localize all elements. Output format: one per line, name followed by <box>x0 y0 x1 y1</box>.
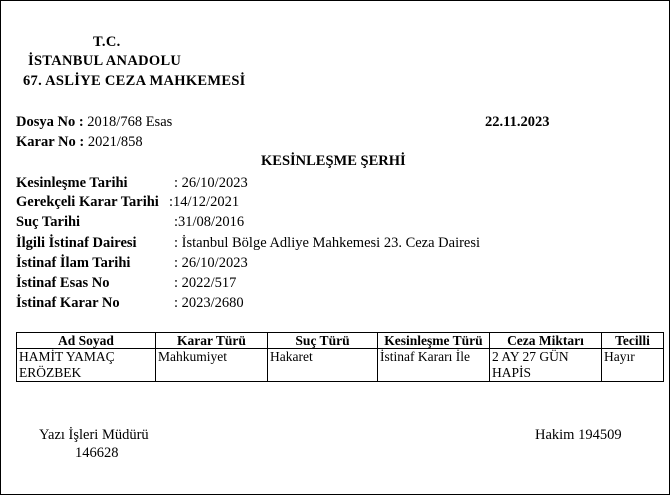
header-court: 67. ASLİYE CEZA MAHKEMESİ <box>23 73 246 89</box>
cell-kesinlesme-turu: İstinaf Kararı İle <box>378 349 490 382</box>
column-header-ceza-miktari: Ceza Miktarı <box>490 333 602 349</box>
column-header-suc-turu: Suç Türü <box>268 333 378 349</box>
document-date: 22.11.2023 <box>485 114 550 130</box>
party-table <box>16 332 664 382</box>
column-header-ad-soyad: Ad Soyad <box>17 333 156 349</box>
cell-tecilli: Hayır <box>602 349 664 382</box>
signature-clerk-id: 146628 <box>75 445 119 461</box>
header-city: İSTANBUL ANADOLU <box>28 53 182 69</box>
field-value: : 2023/2680 <box>174 295 244 311</box>
column-header-kesinlesme-turu: Kesinleşme Türü <box>378 333 490 349</box>
field-value: : 26/10/2023 <box>174 175 248 191</box>
dosya-value: 2018/768 Esas <box>87 114 173 130</box>
field-value: : 26/10/2023 <box>174 255 248 271</box>
header-tc: T.C. <box>93 34 121 50</box>
cell-karar-turu: Mahkumiyet <box>156 349 268 382</box>
field-value: :31/08/2016 <box>174 214 245 230</box>
column-header-karar-turu: Karar Türü <box>156 333 268 349</box>
cell-ceza-miktari: 2 AY 27 GÜN HAPİS <box>490 349 602 382</box>
field-value: :14/12/2021 <box>169 194 240 210</box>
dosya-label: Dosya No : <box>16 114 84 130</box>
karar-label: Karar No : <box>16 134 85 150</box>
field-label: İlgili İstinaf Dairesi <box>16 235 137 251</box>
cell-suc-turu: Hakaret <box>268 349 378 382</box>
field-label: Kesinleşme Tarihi <box>16 175 128 191</box>
table-header-row <box>17 333 664 349</box>
signature-clerk-title: Yazı İşleri Müdürü <box>39 427 149 443</box>
signature-judge: Hakim 194509 <box>535 427 622 443</box>
field-label: Gerekçeli Karar Tarihi <box>16 194 159 210</box>
karar-value: 2021/858 <box>87 134 143 150</box>
field-label: İstinaf İlam Tarihi <box>16 255 131 271</box>
karar-row <box>16 134 143 151</box>
field-label: Suç Tarihi <box>16 214 81 230</box>
cell-ad-soyad: HAMİT YAMAÇ ERÖZBEK <box>17 349 156 382</box>
table-row <box>17 349 664 382</box>
field-label: İstinaf Esas No <box>16 275 110 291</box>
dosya-row <box>16 114 172 131</box>
field-label: İstinaf Karar No <box>16 295 120 311</box>
field-value: : 2022/517 <box>174 275 237 291</box>
document-title: KESİNLEŞME ŞERHİ <box>261 153 406 169</box>
field-value: : İstanbul Bölge Adliye Mahkemesi 23. Ceza Dairesi <box>174 235 481 251</box>
column-header-tecilli: Tecilli <box>602 333 664 349</box>
